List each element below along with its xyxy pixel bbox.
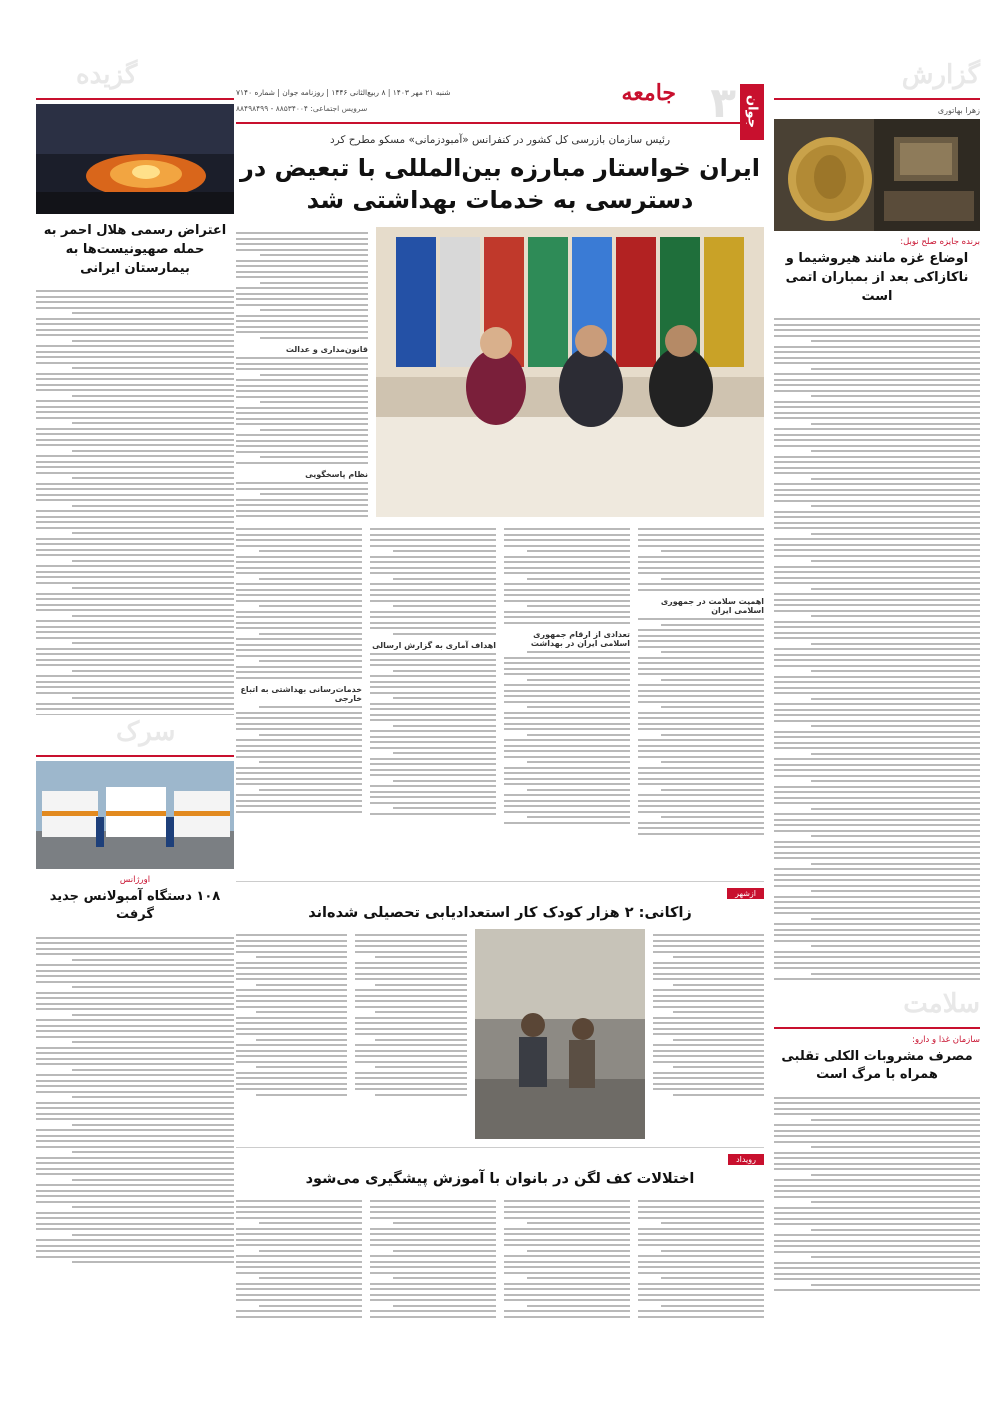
article-title: اوضاع غزه مانند هیروشیما و ناکازاکی بعد از بمباران اتمی است xyxy=(785,251,969,304)
story-title: اختلالات کف لگن در بانوان با آموزش پیشگیری می‌شود xyxy=(305,1170,695,1187)
article-kicker: برنده جایزه صلح نوبل: xyxy=(900,237,980,247)
child-labor-photo xyxy=(475,929,645,1139)
lead-subhead: اهداف آماری به گزارش ارسالی xyxy=(372,640,496,650)
photo-illustration xyxy=(36,761,234,869)
hospital-fire-photo xyxy=(36,104,234,214)
section-label: گزیده xyxy=(76,60,138,90)
article-kicker: اورژانس xyxy=(119,874,151,885)
lead-column xyxy=(370,523,496,873)
story-body xyxy=(236,929,764,1139)
article-kicker: سازمان غذا و دارو: xyxy=(912,1034,980,1045)
service-line: سرویس اجتماعی: ۸۸۵۳۴۰۰۴ - ۸۸۴۹۸۴۹۹ xyxy=(236,104,368,113)
photo-illustration xyxy=(774,119,980,231)
story-column xyxy=(638,1195,764,1345)
story-zakani xyxy=(236,881,764,1139)
section-header xyxy=(36,715,234,757)
story-column xyxy=(504,1195,630,1345)
conference-photo xyxy=(376,227,764,517)
article-body xyxy=(36,285,234,715)
newspaper-logo: جوان xyxy=(740,84,764,140)
lead-subhead: خدمات‌رسانی بهداشتی به اتباع خارجی xyxy=(240,684,362,703)
article-body xyxy=(774,313,980,981)
article-title: مصرف مشروبات الکلی تقلبی همراه با مرگ است xyxy=(781,1048,973,1083)
lead-subhead: قانون‌مداری و عدالت xyxy=(285,344,368,354)
story-header xyxy=(236,888,764,899)
nobel-medal-photo xyxy=(774,119,980,231)
lead-subhead: اهمیت سلامت در جمهوری اسلامی ایران xyxy=(660,596,764,615)
story-column xyxy=(370,1195,496,1345)
story-column xyxy=(355,929,466,1139)
lead-columns xyxy=(236,523,764,873)
left-column xyxy=(36,58,234,1413)
story-column xyxy=(236,1195,362,1345)
center-area xyxy=(236,58,764,1413)
section-name: جامعه xyxy=(621,80,676,106)
article-title: اعتراض رسمی هلال احمر به حمله صهیونیست‌ها به بیمارستان ایرانی xyxy=(43,223,227,276)
story-header xyxy=(236,1154,764,1165)
story-title: زاکانی: ۲ هزار کودک کار استعدادیابی تحصیلی شده‌اند xyxy=(308,904,692,921)
section-header xyxy=(774,987,980,1029)
lead-title: ایران خواستار مبارزه بین‌المللی با تبعیض در دسترسی به خدمات بهداشتی شد xyxy=(240,154,760,215)
section-header xyxy=(36,58,234,100)
lead-column xyxy=(504,523,630,873)
section-header xyxy=(774,58,980,100)
article-title: ۱۰۸ دستگاه آمبولانس جدید گرفت xyxy=(49,888,221,923)
photo-illustration xyxy=(376,227,764,517)
article-body xyxy=(36,931,234,1291)
page-number: ۳ xyxy=(710,78,736,127)
lead-kicker: رئیس سازمان بازرسی کل کشور در کنفرانس «آمبودزمانی» مسکو مطرح کرد xyxy=(329,134,671,146)
story-column xyxy=(236,929,347,1139)
photo-illustration xyxy=(36,104,234,214)
article-body xyxy=(774,1091,980,1291)
story-tag: ازشهر xyxy=(727,888,764,899)
story-pelvic xyxy=(236,1147,764,1345)
dateline: شنبه ۲۱ مهر ۱۴۰۳ | ۸ ربیع‌الثانی ۱۴۴۶ | روزنامه جوان | شماره ۷۱۴۰ xyxy=(236,88,451,97)
ambulance-photo xyxy=(36,761,234,869)
photo-illustration xyxy=(475,929,645,1139)
byline: زهرا بهاتوری xyxy=(937,106,980,115)
story-tag: رویداد xyxy=(728,1154,764,1165)
section-label: سرک xyxy=(116,716,176,747)
section-label: گزارش xyxy=(901,60,980,90)
masthead xyxy=(236,58,764,129)
lead-top-row xyxy=(236,227,764,517)
lead-subhead: تعدادی از ارقام جمهوری اسلامی ایران در بهداشت xyxy=(530,629,630,648)
lead-body-top xyxy=(236,227,368,517)
lead-column xyxy=(236,523,362,873)
lead-subhead: نظام پاسخگویی xyxy=(305,469,368,479)
right-column xyxy=(774,58,980,1413)
lead-column xyxy=(638,523,764,873)
story-body xyxy=(236,1195,764,1345)
section-label: سلامت xyxy=(903,988,980,1019)
story-column xyxy=(653,929,764,1139)
